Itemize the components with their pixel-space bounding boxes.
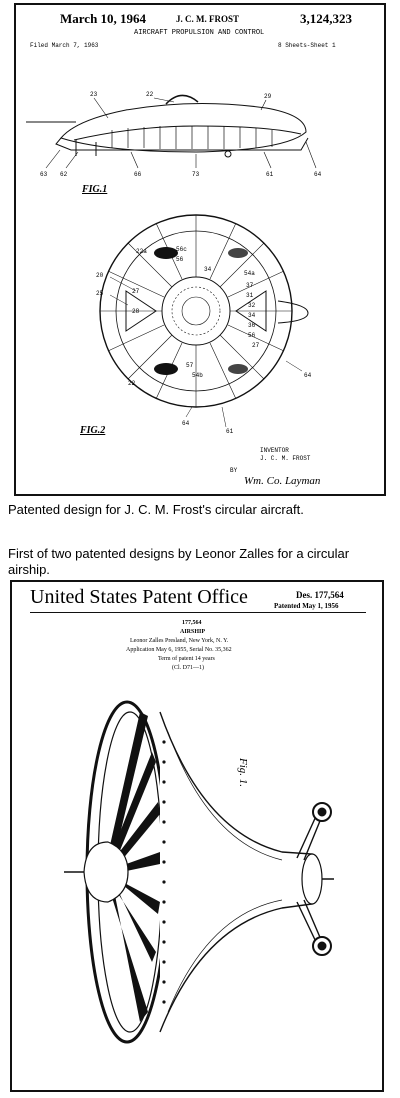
figure-2-top-view: [16, 201, 384, 441]
fig1-label: FIG.1: [82, 184, 108, 195]
patent-sheet-frost: [14, 3, 386, 496]
fig2-ref: 56: [248, 332, 256, 339]
fig2-ref: 54a: [244, 270, 255, 277]
fig1-ref: 73: [192, 171, 200, 178]
inventor-by: BY: [230, 467, 238, 474]
fig2-ref: 34: [248, 312, 256, 319]
term-line: Term of patent 14 years: [158, 656, 215, 662]
fig2-label: FIG.2: [80, 425, 106, 436]
design-heading: AIRSHIP: [180, 629, 206, 635]
fig2-ref: 61: [226, 428, 234, 435]
fig2-ref: 56c: [176, 246, 187, 253]
inventor-line: Leonor Zalles Presland, New York, N. Y.: [130, 638, 229, 644]
fig2-ref: 31: [246, 292, 254, 299]
fig1-ref: 29: [264, 93, 272, 100]
fig2-ref: 54b: [192, 372, 203, 379]
fig2-ref: 34: [204, 266, 212, 273]
patent-title: AIRCRAFT PROPULSION AND CONTROL: [134, 29, 265, 37]
fig2-ref: 28: [132, 308, 140, 315]
patent-sheets: 8 Sheets-Sheet 1: [278, 42, 336, 49]
fig1-ref: 62: [60, 171, 68, 178]
inventor-label: INVENTOR: [260, 447, 289, 454]
patent-office-title: United States Patent Office: [30, 586, 248, 608]
fig2-ref: 25: [96, 290, 104, 297]
caption-frost: Patented design for J. C. M. Frost's circular aircraft.: [8, 502, 304, 517]
fig1-ref: 63: [40, 171, 48, 178]
patent-number: 3,124,323: [300, 11, 352, 26]
fig2-ref: 64: [304, 372, 312, 379]
figure-airship-drawing: [12, 682, 382, 1090]
fig2-ref: 32: [248, 302, 256, 309]
fig2-ref: 64: [182, 420, 190, 427]
patented-date: Patented May 1, 1956: [274, 602, 339, 610]
attorney-signature: Wm. Co. Layman: [244, 475, 321, 487]
figure-1-side-view: [16, 60, 384, 200]
fig2-ref: 56: [176, 256, 184, 263]
patent-inventor-header: J. C. M. FROST: [176, 14, 239, 24]
patent-sheet-zalles: [10, 580, 384, 1092]
fig-label-airship: Fig. 1.: [237, 758, 249, 788]
application-line: Application May 6, 1955, Serial No. 35,362: [126, 647, 232, 653]
inventor-name: J. C. M. FROST: [260, 455, 311, 462]
patent-date: March 10, 1964: [60, 11, 147, 26]
fig2-ref: 20: [96, 272, 104, 279]
header-rule: [30, 612, 366, 613]
fig2-ref: 22a: [136, 248, 147, 255]
fig1-ref: 61: [266, 171, 274, 178]
fig1-ref: 22: [146, 91, 154, 98]
patent-filed: Filed March 7, 1963: [30, 42, 99, 49]
fig2-ref: 27: [252, 342, 260, 349]
caption-zalles: First of two patented designs by Leonor Zalles for a circular airship.: [8, 546, 350, 577]
fig2-ref: 57: [186, 362, 194, 369]
fig2-ref: 22: [128, 380, 136, 387]
fig2-ref: 37: [246, 282, 254, 289]
fig2-ref: 27: [132, 288, 140, 295]
fig2-ref: 36: [248, 322, 256, 329]
class-line: (Cl. D71—1): [172, 665, 204, 671]
fig1-ref: 66: [134, 171, 142, 178]
design-number: Des. 177,564: [296, 590, 344, 600]
design-number-small: 177,564: [182, 620, 202, 626]
fig1-ref: 23: [90, 91, 98, 98]
fig1-ref: 64: [314, 171, 322, 178]
